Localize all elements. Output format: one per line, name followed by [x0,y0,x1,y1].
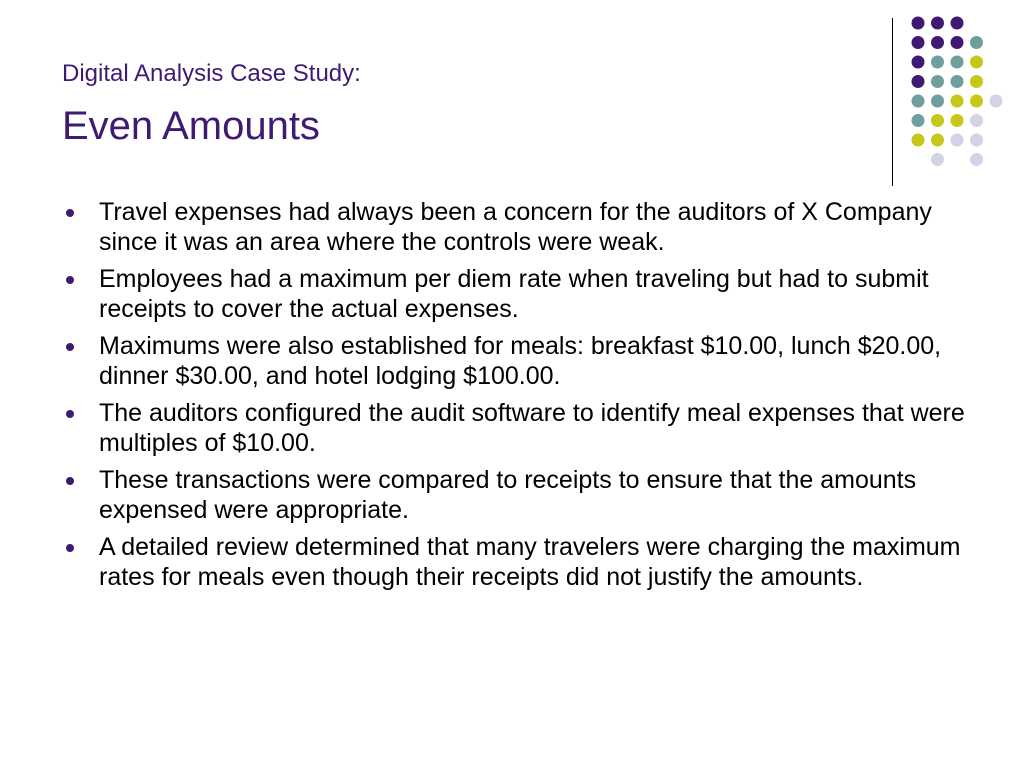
bullet-dot-icon [66,410,74,418]
bullet-text: The auditors configured the audit software to identify meal expenses that were multiples of $10.00. [99,399,965,457]
divider-line [892,18,893,186]
bullet-text: Maximums were also established for meals: breakfast $10.00, lunch $20.00, dinner $30.00, and hotel lodging $100.00. [99,332,942,390]
decorative-dot [951,114,964,127]
bullet-text: These transactions were compared to receipts to ensure that the amounts expensed were appropriate. [99,466,917,524]
decorative-dot [931,114,944,127]
decorative-dot [912,56,925,69]
decorative-dot [931,153,944,166]
bullet-item [62,465,972,525]
decorative-dot [970,95,983,108]
decorative-dot [931,75,944,88]
decorative-dot [912,114,925,127]
decorative-dot [931,56,944,69]
decorative-dot [912,75,925,88]
title-block [62,56,361,148]
decorative-dot [951,56,964,69]
bullet-list [62,197,972,599]
decorative-dot [931,134,944,147]
decorative-dot [912,134,925,147]
slide-subtitle: Digital Analysis Case Study: [62,60,361,87]
decorative-dot [970,56,983,69]
bullet-dot-icon [66,477,74,485]
bullet-item [62,398,972,458]
decorative-dot [951,75,964,88]
bullet-text: Travel expenses had always been a concern for the auditors of X Company since it was an area where the controls were weak. [99,198,932,256]
decorative-dot [931,17,944,30]
bullet-dot-icon [66,544,74,552]
decorative-dot [970,153,983,166]
bullet-dot-icon [66,209,74,217]
decorative-dot [931,36,944,49]
bullet-item [62,264,972,324]
decorative-dot [912,17,925,30]
decorative-dot [931,95,944,108]
decorative-dot [970,36,983,49]
decorative-dot [970,134,983,147]
decorative-dot [951,134,964,147]
bullet-dot-icon [66,276,74,284]
bullet-text: Employees had a maximum per diem rate when traveling but had to submit receipts to cover the actual expenses. [99,265,929,323]
decorative-dot [970,75,983,88]
decorative-dot [970,114,983,127]
bullet-text: A detailed review determined that many travelers were charging the maximum rates for meals even though their receipts did not justify the amounts. [99,533,961,591]
decorative-dot [990,95,1003,108]
decorative-dot [951,36,964,49]
decorative-dot [912,95,925,108]
decorative-dot [912,36,925,49]
bullet-dot-icon [66,343,74,351]
decorative-dot [951,95,964,108]
bullet-item [62,331,972,391]
bullet-item [62,532,972,592]
bullet-item [62,197,972,257]
slide-title: Even Amounts [62,104,320,148]
decorative-dot [951,17,964,30]
